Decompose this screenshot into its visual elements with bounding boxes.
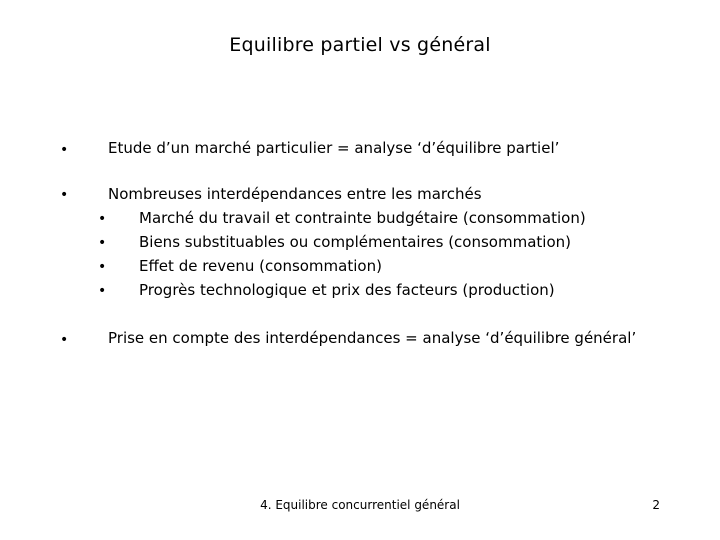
sub-bullet-marker: •	[98, 283, 107, 299]
sub-bullet-item-text: Biens substituables ou complémentaires (consommation)	[139, 233, 571, 251]
sub-bullet-item-text: Marché du travail et contrainte budgétaire (consommation)	[139, 209, 586, 227]
sub-bullet-marker: •	[98, 211, 107, 227]
sub-bullet-marker: •	[98, 259, 107, 275]
bullet-marker: •	[60, 187, 69, 203]
slide-footer: 4. Equilibre concurrentiel général	[260, 498, 460, 512]
page-number: 2	[652, 498, 660, 512]
bullet-item-text: Prise en compte des interdépendances = analyse ‘d’équilibre général’	[108, 329, 637, 347]
sub-bullet-item-text: Effet de revenu (consommation)	[139, 257, 382, 275]
sub-bullet-item-text: Progrès technologique et prix des facteurs (production)	[139, 281, 555, 299]
sub-bullet-marker: •	[98, 235, 107, 251]
bullet-item-text: Etude d’un marché particulier = analyse ‘d’équilibre partiel’	[108, 139, 560, 157]
slide-title: Equilibre partiel vs général	[229, 34, 491, 56]
bullet-item-text: Nombreuses interdépendances entre les marchés	[108, 185, 482, 203]
bullet-marker: •	[60, 142, 69, 158]
bullet-marker: •	[60, 332, 69, 348]
